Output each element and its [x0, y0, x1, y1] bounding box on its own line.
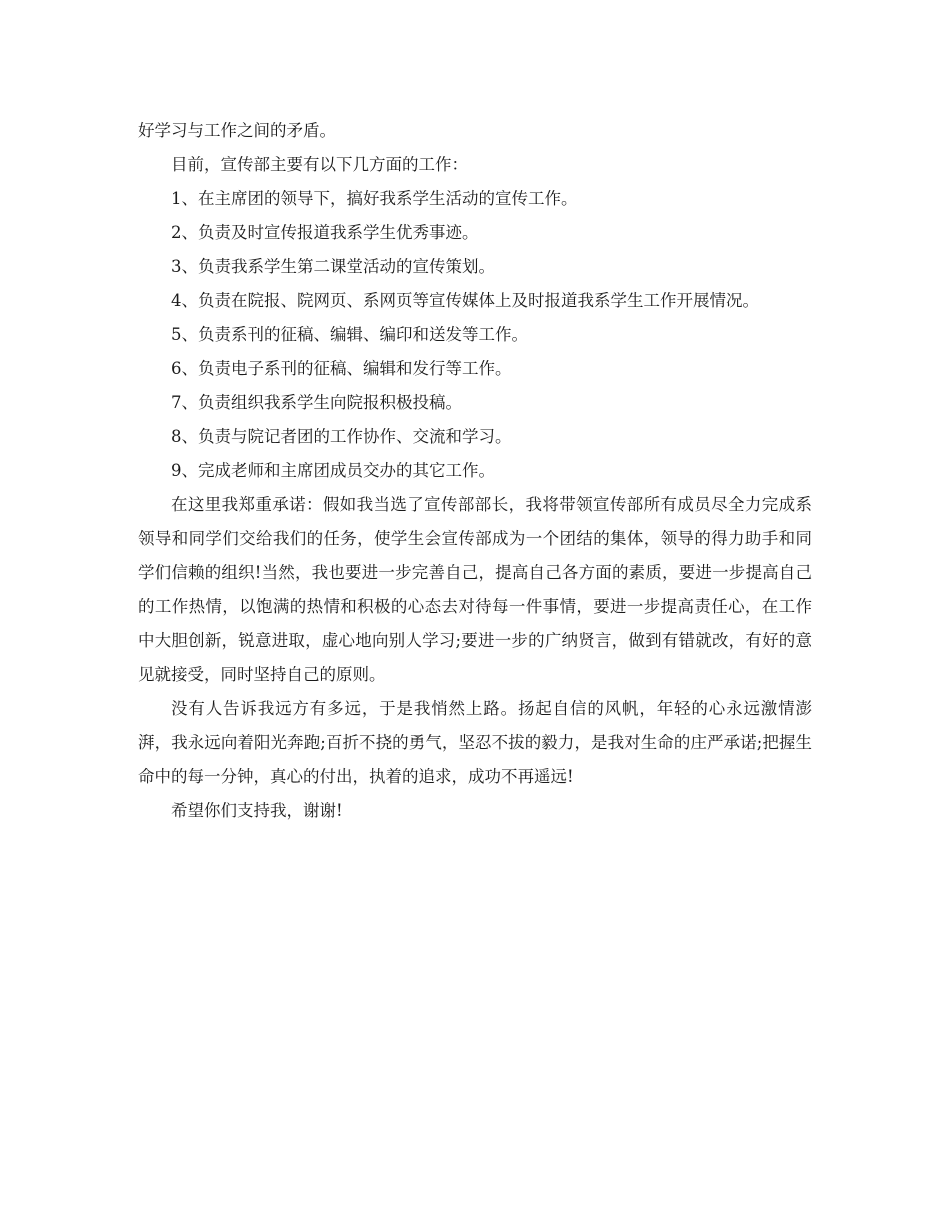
pledge-paragraph: 在这里我郑重承诺：假如我当选了宣传部部长，我将带领宣传部所有成员尽全力完成系领导和同学们交给我们的任务，使学生会宣传部成为一个团结的集体，领导的得力助手和同学们信赖的组织!当然，我也要进一步完善自己，提高自己各方面的素质，要进一步提高自己的工作热情，以饱满的热情和积极的心态去对待每一件事情，要进一步提高责任心，在工作中大胆创新，锐意进取，虚心地向别人学习;要进一步的广纳贤言，做到有错就改，有好的意见就接受，同时坚持自己的原则。 — [138, 495, 812, 684]
duty-item-8: 8、负责与院记者团的工作协作、交流和学习。 — [171, 427, 512, 446]
duties-heading: 目前，宣传部主要有以下几方面的工作： — [171, 155, 468, 174]
duty-item-9: 9、完成老师和主席团成员交办的其它工作。 — [171, 461, 495, 480]
duty-item-4: 4、负责在院报、院网页、系网页等宣传媒体上及时报道我系学生工作开展情况。 — [171, 291, 759, 310]
aspiration-paragraph: 没有人告诉我远方有多远，于是我悄然上路。扬起自信的风帆，年轻的心永远激情澎湃，我永远向着阳光奔跑;百折不挠的勇气，坚忍不拔的毅力，是我对生命的庄严承诺;把握生命中的每一分钟，真心的付出，执着的追求，成功不再遥远! — [138, 699, 812, 786]
closing-paragraph: 希望你们支持我，谢谢! — [171, 801, 343, 820]
duty-item-5: 5、负责系刊的征稿、编辑、编印和送发等工作。 — [171, 325, 528, 344]
intro-continuation: 好学习与工作之间的矛盾。 — [138, 121, 336, 140]
duty-item-3: 3、负责我系学生第二课堂活动的宣传策划。 — [171, 257, 495, 276]
duty-item-6: 6、负责电子系刊的征稿、编辑和发行等工作。 — [171, 359, 512, 378]
duty-item-7: 7、负责组织我系学生向院报积极投稿。 — [171, 393, 462, 412]
document-page — [138, 114, 812, 828]
duty-item-1: 1、在主席团的领导下，搞好我系学生活动的宣传工作。 — [171, 189, 578, 208]
duty-item-2: 2、负责及时宣传报道我系学生优秀事迹。 — [171, 223, 479, 242]
